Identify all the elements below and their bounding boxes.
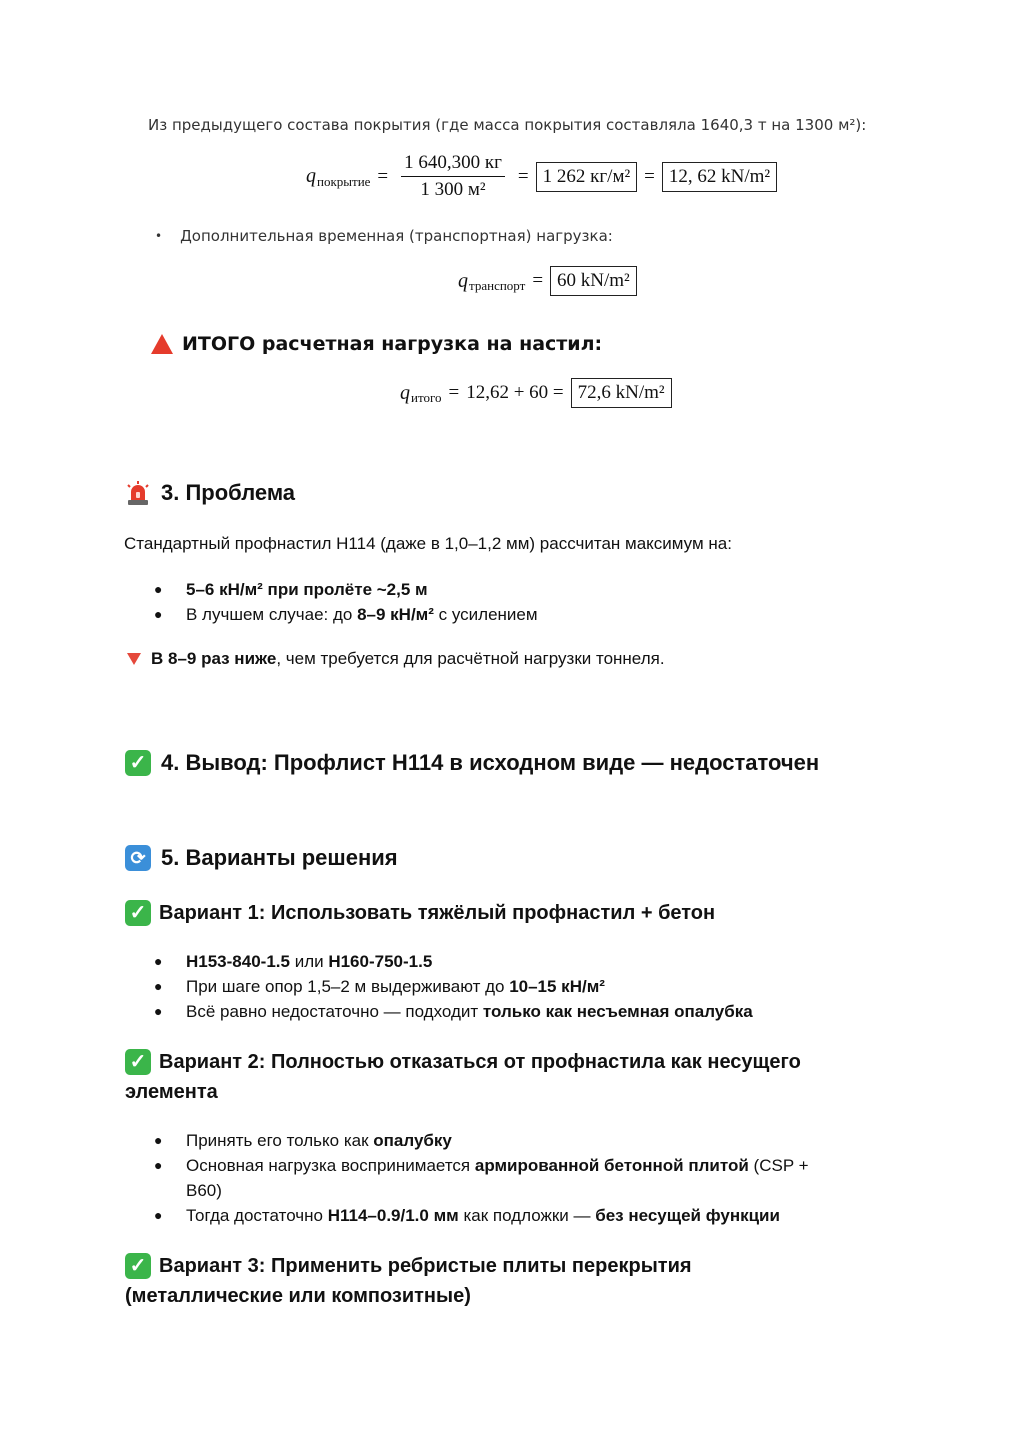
list-item (124, 1203, 904, 1228)
list-item-bold: 10–15 кН/м² (509, 977, 605, 996)
equation-coverage-load: q покрытие = $\frac{1 640,300 кг}{\text{1 300 м²}}$ = 1 262 кг/м² = 12, 62 kN/m² (306, 152, 777, 201)
note-bold: В 8–9 раз ниже (151, 649, 277, 668)
list-item-text: Всё равно недостаточно — подходит (186, 1002, 483, 1021)
bullet-text: Дополнительная временная (транспортная) нагрузка: (180, 227, 613, 245)
list-item-bold: Н153-840-1.5 (186, 952, 290, 971)
list-item-text: (CSP + (748, 1156, 809, 1175)
variant-2-heading (125, 1047, 801, 1107)
list-item-bold: только как несъемная опалубка (482, 1002, 753, 1021)
variant-title-continued: элемента (125, 1081, 218, 1103)
variant-1-list (124, 949, 753, 1024)
variant-3-heading (125, 1251, 692, 1311)
list-item (124, 577, 538, 602)
list-item-bold: 5–6 кН/м² при пролёте ~2,5 м (186, 580, 428, 599)
boxed-value: 72,6 kN/m² (571, 378, 672, 408)
list-item-text: Тогда достаточно (186, 1206, 328, 1225)
list-item (124, 602, 538, 627)
fraction (401, 152, 505, 201)
check-icon: ✓ (125, 750, 151, 776)
var-sub: итого (411, 390, 442, 405)
variant-1-heading (125, 898, 715, 928)
total-heading-text: ИТОГО расчетная нагрузка на настил: (182, 333, 603, 355)
section-title: 3. Проблема (161, 480, 296, 505)
boxed-value: 12, 62 kN/m² (662, 162, 777, 192)
list-item (124, 1153, 904, 1203)
list-item-bold: Н114–0.9/1.0 мм (327, 1206, 459, 1225)
list-item-bold: Н160-750-1.5 (328, 952, 433, 971)
variant-2-list (124, 1128, 904, 1228)
bullet-dot: • (155, 229, 163, 243)
variant-title-continued: (металлические или композитные) (125, 1285, 471, 1307)
check-icon: ✓ (125, 1049, 151, 1075)
variant-title: Вариант 3: Применить ребристые плиты перекрытия (159, 1255, 692, 1277)
var-sub: транспорт (469, 278, 526, 293)
variant-title: Вариант 2: Полностью отказаться от профнастила как несущего (159, 1051, 801, 1073)
list-item-text: B60) (186, 1181, 222, 1200)
section-3-note (127, 649, 665, 669)
section-title: 4. Вывод: Профлист Н114 в исходном виде — недостаточен (161, 750, 820, 775)
boxed-value: 1 262 кг/м² (536, 162, 638, 192)
section-title: 5. Варианты решения (161, 845, 398, 870)
boxed-value: 60 kN/m² (550, 266, 637, 296)
list-item-bold: армированной бетонной плитой (474, 1156, 749, 1175)
var-q: q (458, 269, 468, 292)
list-item-bold: без несущей функции (595, 1206, 780, 1225)
intro-text: Из предыдущего состава покрытия (где масса покрытия составляла 1640,3 т на 1300 м²): (148, 116, 867, 134)
variant-title: Вариант 1: Использовать тяжёлый профнастил + бетон (159, 902, 716, 924)
list-item (124, 949, 753, 974)
list-item-text: или (289, 952, 329, 971)
list-item-bold: опалубку (373, 1131, 452, 1150)
var-sub: покрытие (317, 173, 371, 189)
section-4-heading (125, 750, 819, 776)
section-3-intro: Стандартный профнастил Н114 (даже в 1,0–1,2 мм) рассчитан максимум на: (124, 534, 732, 553)
list-item-bold: 8–9 кН/м² (357, 605, 434, 624)
list-item-text: При шаге опор 1,5–2 м выдерживают до (186, 977, 510, 996)
total-heading (150, 333, 602, 355)
var-q: q (306, 165, 316, 187)
list-item-text: с усилением (433, 605, 538, 624)
cycle-icon: ⟳ (125, 845, 151, 871)
section-5-heading (125, 845, 398, 871)
expression: 12,62 + 60 = (466, 382, 564, 403)
check-icon: ✓ (125, 900, 151, 926)
note-text: , чем требуется для расчётной нагрузки тоннеля. (276, 649, 665, 668)
check-icon: ✓ (125, 1253, 151, 1279)
siren-icon (125, 480, 151, 506)
var-q: q (400, 381, 410, 404)
fraction-numerator: 1 640,300 кг (401, 152, 505, 177)
transport-bullet (155, 227, 613, 245)
down-triangle-icon (127, 653, 141, 665)
equation-transport-load: q транспорт = 60 kN/m² (458, 266, 637, 296)
list-item-text: В лучшем случае: до (186, 605, 358, 624)
warning-icon (150, 333, 174, 355)
list-item (124, 1128, 904, 1153)
fraction-denominator: 1 300 м² (420, 179, 486, 200)
equation-total-load: q итого = 12,62 + 60 = 72,6 kN/m² (400, 378, 672, 408)
list-item-text: Основная нагрузка воспринимается (186, 1156, 475, 1175)
list-item-text: Принять его только как (186, 1131, 374, 1150)
list-item (124, 999, 753, 1024)
section-3-list (124, 577, 538, 627)
section-3-heading (125, 480, 295, 506)
list-item (124, 974, 753, 999)
list-item-text: как подложки — (458, 1206, 596, 1225)
